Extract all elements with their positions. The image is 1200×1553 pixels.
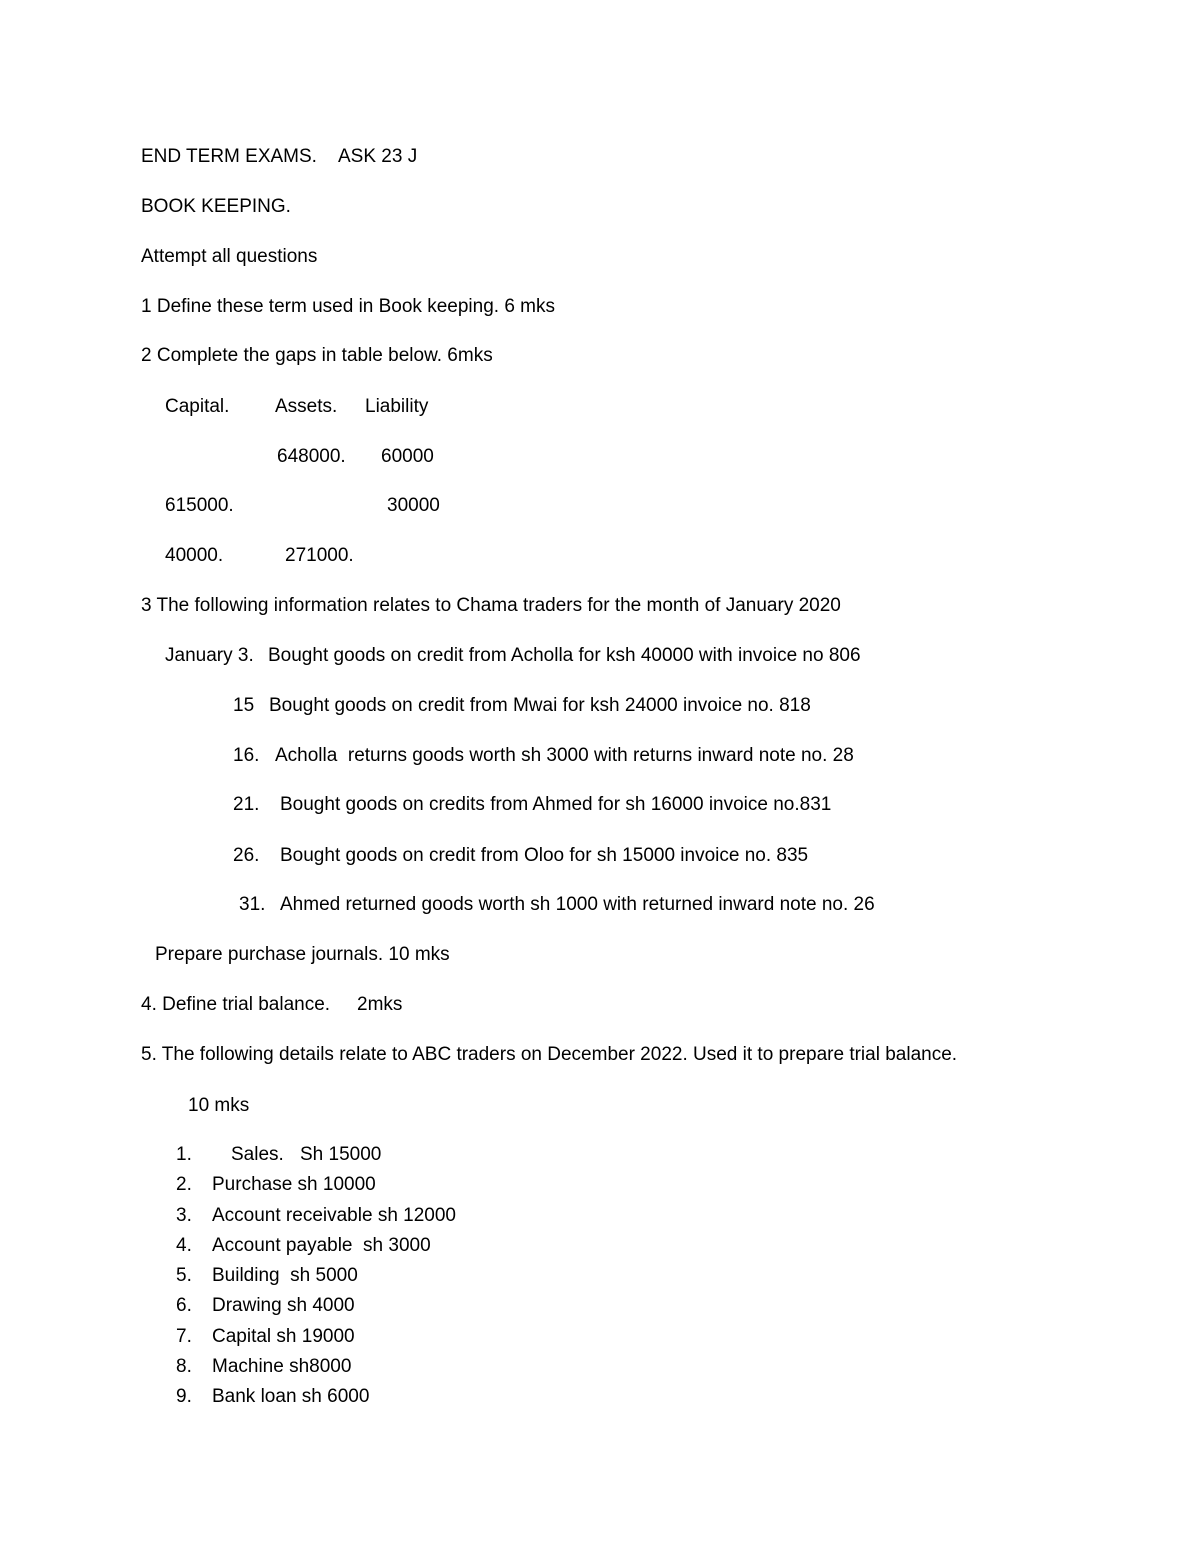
list-item: Sales. <box>231 1144 284 1165</box>
list-item-number: 7. <box>176 1326 192 1347</box>
transaction-day: 16. <box>233 745 260 766</box>
transaction-desc: Bought goods on credits from Ahmed for sh 16000 invoice no.831 <box>280 794 832 815</box>
table-cell: 615000. <box>165 495 234 516</box>
list-item: Purchase sh 10000 <box>212 1174 376 1195</box>
table-cell: 40000. <box>165 545 224 566</box>
question-2: 2 Complete the gaps in table below. 6mks <box>141 345 493 366</box>
table-cell: 60000 <box>381 446 434 467</box>
table-header-liability: Liability <box>365 396 429 417</box>
exam-title: END TERM EXAMS. <box>141 146 317 167</box>
table-cell: 648000. <box>277 446 346 467</box>
transaction-desc: Bought goods on credit from Oloo for sh 15000 invoice no. 835 <box>280 845 809 866</box>
list-item: Sh 15000 <box>300 1144 382 1165</box>
table-cell: 30000 <box>387 495 440 516</box>
list-item: Account receivable sh 12000 <box>212 1205 456 1226</box>
list-item-number: 3. <box>176 1205 192 1226</box>
question-4-marks: 2mks <box>357 994 403 1015</box>
list-item-number: 6. <box>176 1295 192 1316</box>
question-3: 3 The following information relates to Chama traders for the month of January 2020 <box>141 595 841 616</box>
list-item-number: 5. <box>176 1265 192 1286</box>
transaction-day: 26. <box>233 845 260 866</box>
transaction-day: January 3. <box>165 645 254 666</box>
question-5-marks: 10 mks <box>188 1095 250 1116</box>
transaction-day: 31. <box>239 894 266 915</box>
table-header-capital: Capital. <box>165 396 230 417</box>
question-3-task: Prepare purchase journals. 10 mks <box>155 944 450 965</box>
list-item-number: 8. <box>176 1356 192 1377</box>
question-1: 1 Define these term used in Book keeping. 6 mks <box>141 296 556 317</box>
transaction-desc: Ahmed returned goods worth sh 1000 with returned inward note no. 26 <box>280 894 875 915</box>
transaction-day: 21. <box>233 794 260 815</box>
list-item-number: 4. <box>176 1235 192 1256</box>
list-item: Capital sh 19000 <box>212 1326 355 1347</box>
transaction-day: 15 <box>233 695 255 716</box>
list-item-number: 9. <box>176 1386 192 1407</box>
list-item-number: 1. <box>176 1144 192 1165</box>
list-item-number: 2. <box>176 1174 192 1195</box>
instruction-text: Attempt all questions <box>141 246 318 267</box>
list-item: Bank loan sh 6000 <box>212 1386 370 1407</box>
transaction-desc: Bought goods on credit from Mwai for ksh 24000 invoice no. 818 <box>269 695 811 716</box>
list-item: Machine sh8000 <box>212 1356 352 1377</box>
exam-code: ASK 23 J <box>338 146 418 167</box>
table-header-assets: Assets. <box>275 396 338 417</box>
table-cell: 271000. <box>285 545 354 566</box>
question-5: 5. The following details relate to ABC traders on December 2022. Used it to prepare trial balance. <box>141 1044 958 1065</box>
list-item: Building sh 5000 <box>212 1265 358 1286</box>
list-item: Account payable sh 3000 <box>212 1235 431 1256</box>
question-4: 4. Define trial balance. <box>141 994 331 1015</box>
subject-title: BOOK KEEPING. <box>141 196 291 217</box>
transaction-desc: Acholla returns goods worth sh 3000 with returns inward note no. 28 <box>275 745 854 766</box>
transaction-desc: Bought goods on credit from Acholla for ksh 40000 with invoice no 806 <box>268 645 861 666</box>
list-item: Drawing sh 4000 <box>212 1295 355 1316</box>
